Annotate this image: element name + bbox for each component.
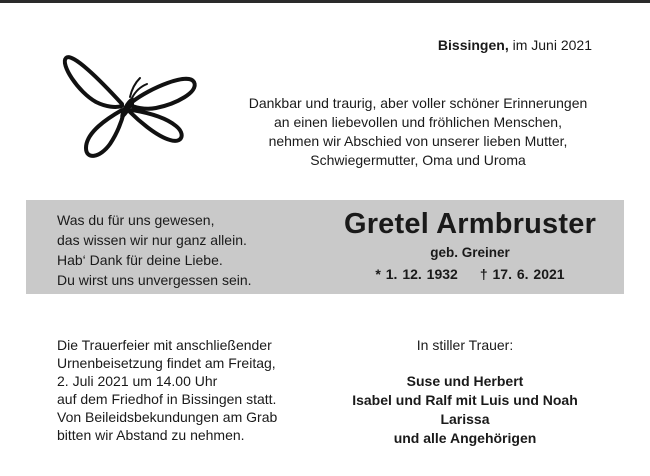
birth-date: * 1. 12. 1932 bbox=[375, 266, 458, 282]
poem bbox=[57, 210, 252, 290]
intro-line: an einen liebevollen und fröhlichen Menschen, bbox=[274, 114, 562, 130]
mourners bbox=[330, 336, 600, 448]
place-date bbox=[438, 37, 592, 53]
intro-line: nehmen wir Abschied von unserer lieben Mutter, bbox=[268, 133, 568, 149]
top-border bbox=[0, 0, 650, 3]
mourner-name: Larissa bbox=[440, 411, 490, 427]
funeral-line: auf dem Friedhof in Bissingen statt. bbox=[57, 391, 277, 407]
death-date: † 17. 6. 2021 bbox=[479, 266, 565, 282]
poem-line: Du wirst uns unvergessen sein. bbox=[57, 272, 252, 288]
butterfly-icon bbox=[60, 40, 200, 165]
funeral-info bbox=[57, 336, 277, 444]
funeral-line: Urnenbeisetzung findet am Freitag, bbox=[57, 355, 276, 371]
place: Bissingen, bbox=[437, 37, 509, 53]
mourning-heading: In stiller Trauer: bbox=[416, 337, 514, 353]
intro-line: Dankbar und traurig, aber voller schöner Erinnerungen bbox=[248, 95, 588, 111]
poem-line: das wissen wir nur ganz allein. bbox=[57, 232, 247, 248]
mourner-name: Suse und Herbert bbox=[406, 373, 524, 389]
mourner-name: Isabel und Ralf mit Luis und Noah bbox=[352, 392, 578, 408]
mourner-name: und alle Angehörigen bbox=[393, 430, 537, 446]
intro-line: Schwiegermutter, Oma und Uroma bbox=[310, 152, 526, 168]
maiden-name: geb. Greiner bbox=[430, 245, 510, 260]
funeral-line: Von Beileidsbekundungen am Grab bbox=[57, 409, 278, 425]
date: im Juni 2021 bbox=[512, 37, 592, 53]
poem-line: Was du für uns gewesen, bbox=[57, 212, 215, 228]
deceased-name: Gretel Armbruster bbox=[343, 208, 597, 240]
funeral-line: bitten wir Abstand zu nehmen. bbox=[57, 427, 245, 443]
life-dates bbox=[300, 266, 640, 282]
poem-line: Hab‘ Dank für deine Liebe. bbox=[57, 252, 223, 268]
intro-text bbox=[228, 94, 608, 170]
funeral-line: Die Trauerfeier mit anschließender bbox=[57, 337, 272, 353]
funeral-line: 2. Juli 2021 um 14.00 Uhr bbox=[57, 373, 218, 389]
